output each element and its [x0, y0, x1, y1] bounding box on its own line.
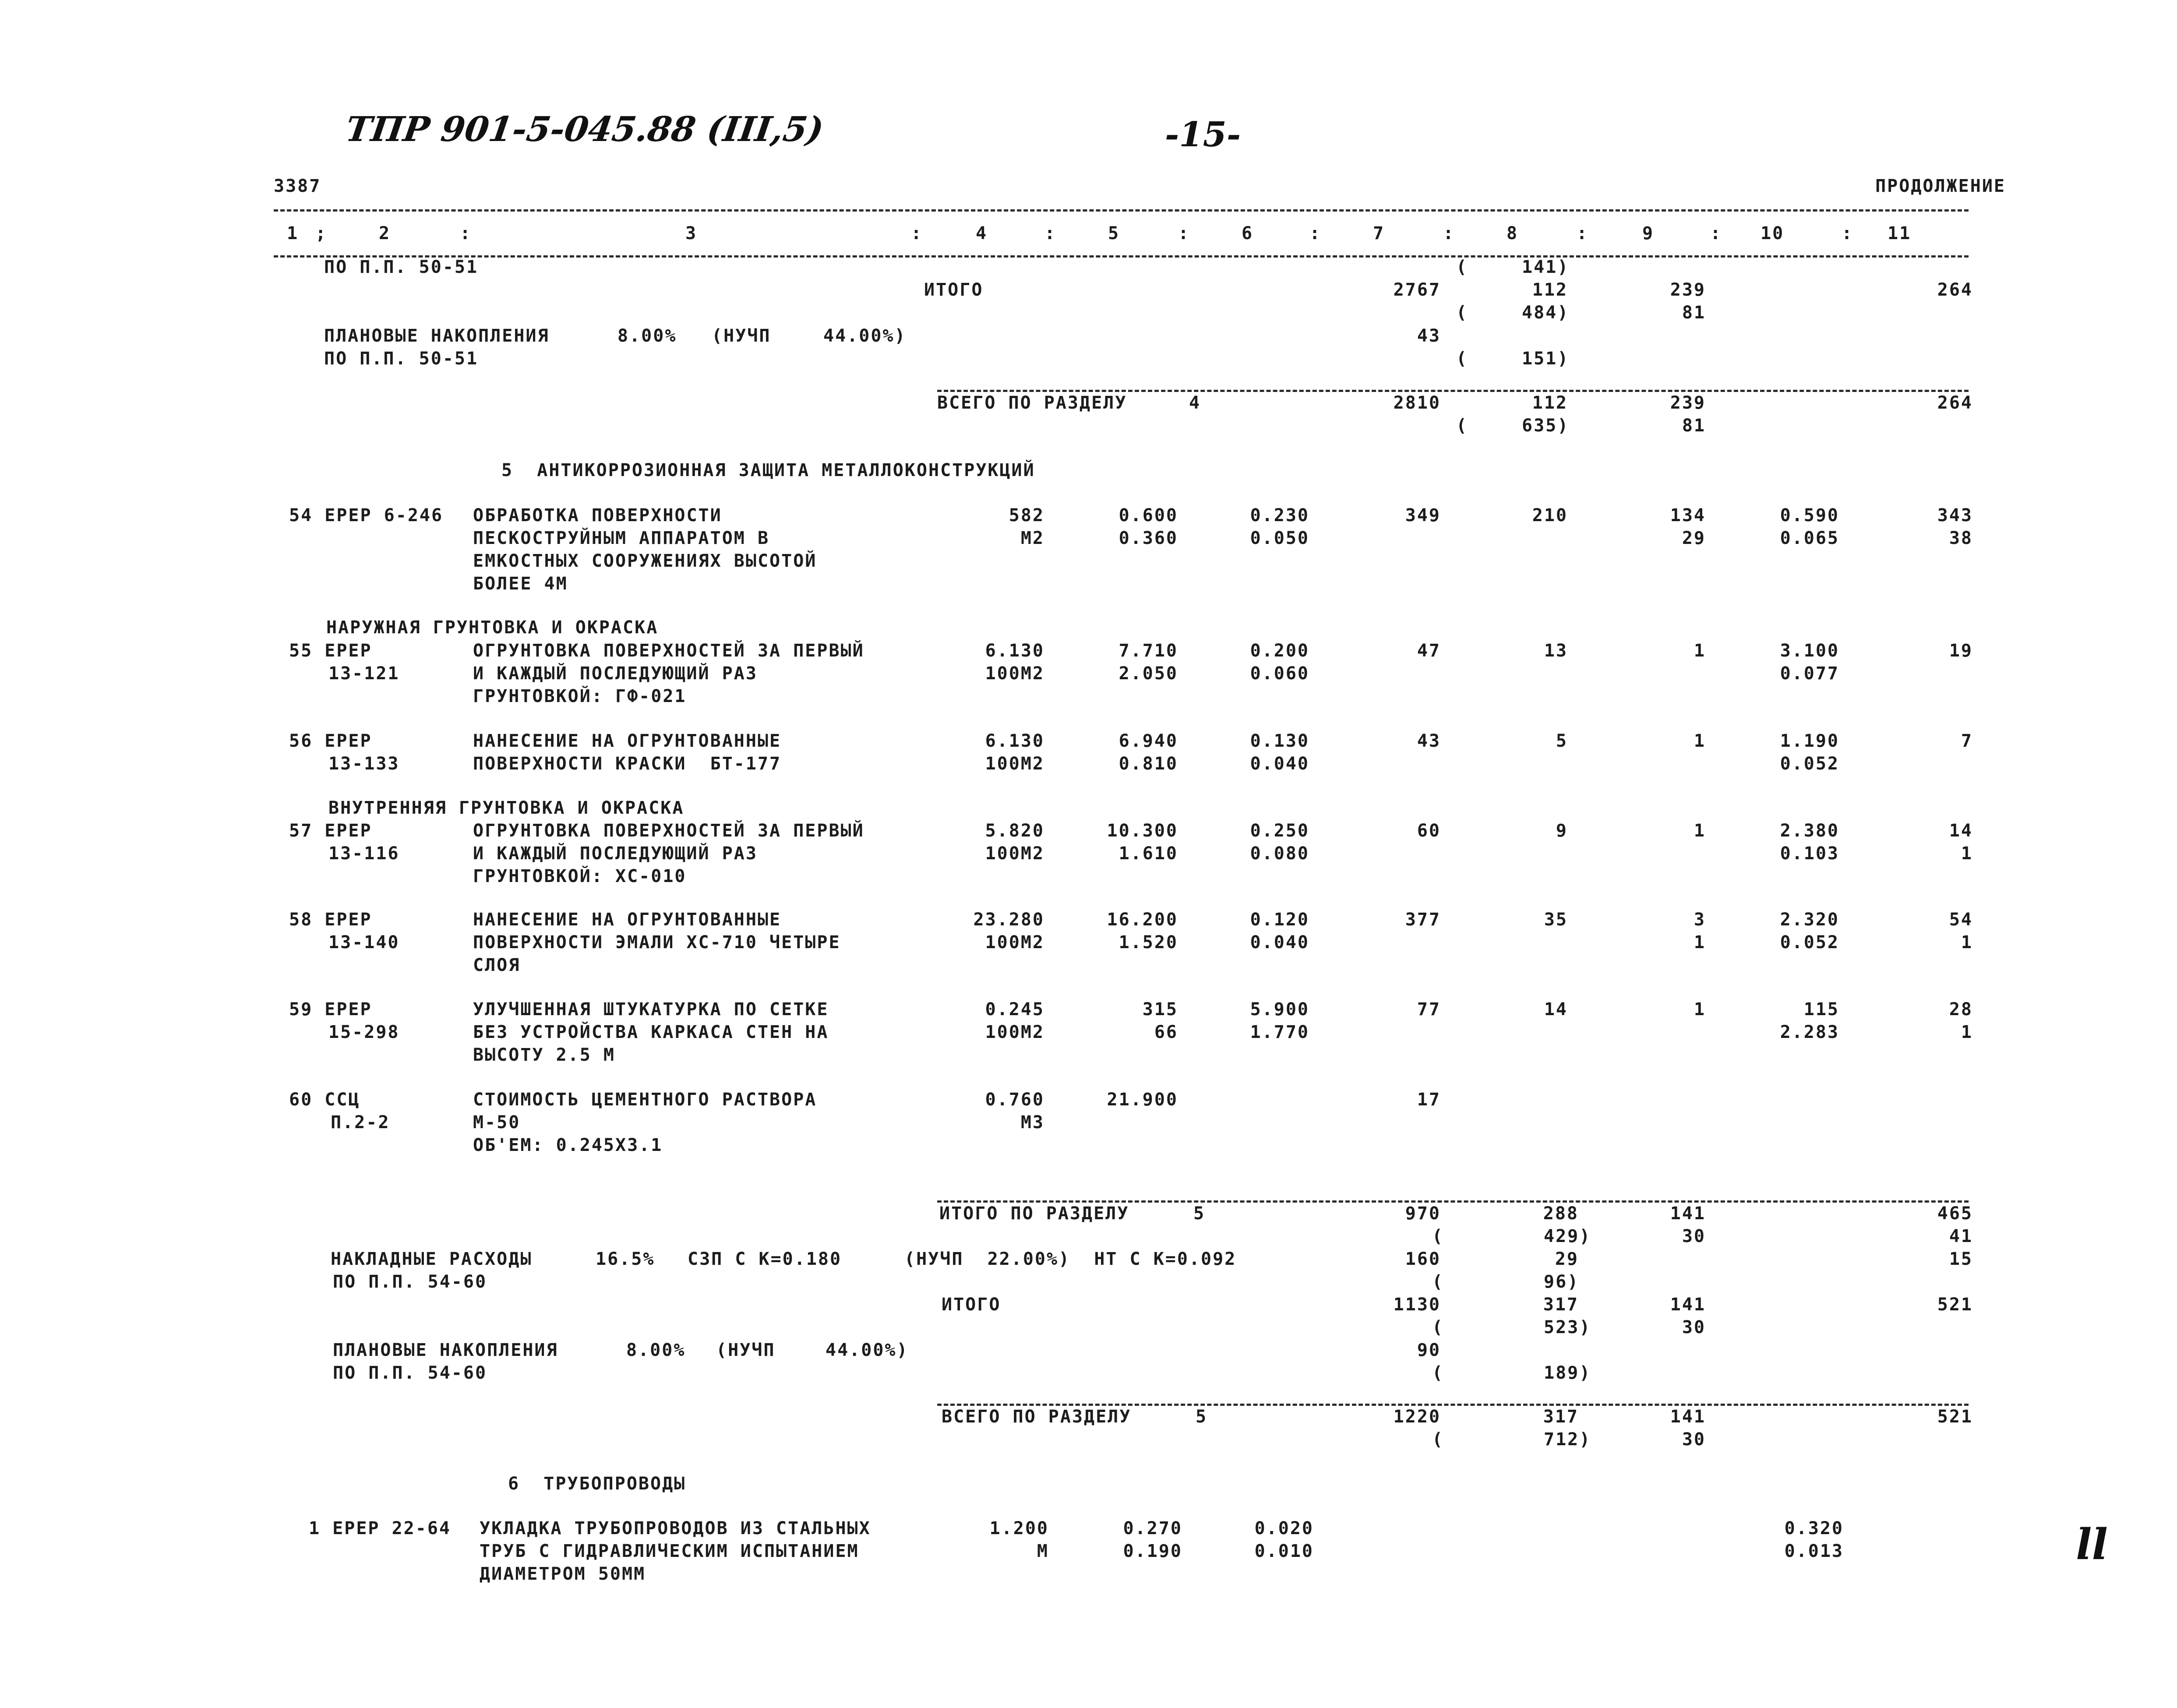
table-cell: 151) — [1522, 349, 1570, 369]
table-cell: 465 — [1937, 1203, 1973, 1224]
table-cell: 15 — [1949, 1249, 1973, 1269]
table-cell: ИТОГО ПО РАЗДЕЛУ — [939, 1203, 1129, 1224]
table-cell: СТОИМОСТЬ ЦЕМЕНТНОГО РАСТВОРА — [473, 1090, 817, 1110]
table-cell: 1 ЕРЕР 22-64 — [309, 1518, 451, 1539]
table-cell: ВНУТРЕННЯЯ ГРУНТОВКА И ОКРАСКА — [328, 798, 685, 818]
table-cell: 0.600 — [1118, 505, 1178, 526]
table-cell: 13 — [1544, 641, 1568, 661]
table-cell: 115 — [1803, 999, 1839, 1020]
table-cell: 100М2 — [985, 663, 1044, 684]
table-cell: 30 — [1682, 1429, 1706, 1450]
table-cell: 1 — [1961, 1022, 1973, 1042]
table-cell: 1 — [1694, 821, 1706, 841]
table-cell: 14 — [1544, 999, 1568, 1020]
table-cell: БЕЗ УСТРОЙСТВА КАРКАСА СТЕН НА — [473, 1022, 829, 1042]
col-sep: : — [1044, 223, 1057, 243]
table-cell: 1.770 — [1250, 1022, 1309, 1042]
table-cell: ( — [1456, 416, 1468, 436]
table-cell: 349 — [1405, 505, 1441, 526]
table-cell: 0.270 — [1123, 1518, 1182, 1539]
table-cell: 521 — [1937, 1295, 1973, 1315]
table-cell: 8.00% — [626, 1340, 686, 1360]
table-cell: 100М2 — [985, 754, 1044, 774]
table-cell: 21.900 — [1107, 1090, 1178, 1110]
col-11-header: 11 — [1888, 223, 1912, 243]
table-cell: 317 — [1543, 1407, 1579, 1427]
table-cell: 0.230 — [1250, 505, 1309, 526]
table-cell: 0.250 — [1250, 821, 1309, 841]
col-2-header: 2 — [379, 223, 391, 243]
table-cell: ОГРУНТОВКА ПОВЕРХНОСТЕЙ ЗА ПЕРВЫЙ — [473, 641, 864, 661]
table-cell: 1 — [1694, 641, 1706, 661]
col-4-header: 4 — [976, 223, 988, 243]
table-cell: М3 — [1020, 1112, 1044, 1133]
table-cell: ВЫСОТУ 2.5 М — [473, 1045, 615, 1065]
table-cell: ПОВЕРХНОСТИ КРАСКИ БТ-177 — [473, 754, 782, 774]
col-sep: : — [1443, 223, 1455, 243]
table-cell: 54 — [1949, 910, 1973, 930]
table-cell: УКЛАДКА ТРУБОПРОВОДОВ ИЗ СТАЛЬНЫХ — [480, 1518, 871, 1539]
table-cell: 14 — [1949, 821, 1973, 841]
table-cell: 30 — [1682, 1226, 1706, 1246]
table-cell: 0.190 — [1123, 1541, 1182, 1561]
table-cell: 5.820 — [985, 821, 1044, 841]
table-cell: ( — [1432, 1363, 1444, 1383]
table-cell: 54 ЕРЕР 6-246 — [289, 505, 444, 526]
table-cell: 5 — [1196, 1407, 1208, 1427]
table-cell: 38 — [1949, 528, 1973, 548]
table-cell: 141 — [1670, 1295, 1706, 1315]
table-cell: 582 — [1009, 505, 1044, 526]
table-cell: 317 — [1543, 1295, 1579, 1315]
table-cell: НАНЕСЕНИЕ НА ОГРУНТОВАННЫЕ — [473, 731, 782, 751]
table-cell: 6.940 — [1118, 731, 1178, 751]
table-cell: И КАЖДЫЙ ПОСЛЕДУЮЩИЙ РАЗ — [473, 663, 758, 684]
header-rule-bottom — [274, 255, 1969, 258]
table-cell: 29 — [1682, 528, 1706, 548]
table-cell: 377 — [1405, 910, 1441, 930]
table-cell: ВСЕГО ПО РАЗДЕЛУ — [942, 1407, 1132, 1427]
table-cell: 3 — [1694, 910, 1706, 930]
table-cell: 44.00%) — [823, 326, 907, 346]
table-cell: 0.760 — [985, 1090, 1044, 1110]
col-sep: : — [1178, 223, 1190, 243]
col-9-header: 9 — [1642, 223, 1655, 243]
table-cell: 141 — [1670, 1407, 1706, 1427]
table-cell: 523) — [1544, 1317, 1591, 1337]
table-cell: 141) — [1522, 257, 1570, 277]
table-cell: 57 ЕРЕР — [289, 821, 372, 841]
table-cell: 35 — [1544, 910, 1568, 930]
table-cell: ПЛАНОВЫЕ НАКОПЛЕНИЯ — [324, 326, 550, 346]
table-cell: 59 ЕРЕР — [289, 999, 372, 1020]
table-cell: 19 — [1949, 641, 1973, 661]
table-cell: 1 — [1694, 999, 1706, 1020]
table-cell: 0.040 — [1250, 754, 1309, 774]
table-cell: 112 — [1532, 393, 1568, 413]
table-cell: 0.360 — [1118, 528, 1178, 548]
signature-mark: ll — [2076, 1520, 2108, 1569]
col-sep: : — [911, 223, 923, 243]
sheet-code: 3387 — [274, 176, 321, 196]
table-cell: М2 — [1020, 528, 1044, 548]
table-cell: 2767 — [1393, 280, 1441, 300]
table-cell: ПО П.П. 50-51 — [324, 349, 479, 369]
col-sep: : — [1577, 223, 1589, 243]
table-cell: ПО П.П. 50-51 — [324, 257, 479, 277]
table-cell: ДИАМЕТРОМ 50ММ — [480, 1564, 646, 1584]
page-number: -15- — [1165, 115, 1241, 155]
table-cell: 0.200 — [1250, 641, 1309, 661]
table-cell: 0.080 — [1250, 843, 1309, 864]
table-cell: 0.050 — [1250, 528, 1309, 548]
table-cell: 13-133 — [328, 754, 400, 774]
table-cell: М — [1037, 1541, 1049, 1561]
table-cell: 0.052 — [1780, 754, 1839, 774]
table-cell: 0.060 — [1250, 663, 1309, 684]
table-cell: ( — [1456, 257, 1468, 277]
col-5-header: 5 — [1108, 223, 1120, 243]
table-cell: 6.130 — [985, 641, 1044, 661]
table-cell: 43 — [1417, 326, 1441, 346]
table-cell: ( — [1432, 1317, 1444, 1337]
table-cell: ( — [1456, 303, 1468, 323]
table-cell: ГРУНТОВКОЙ: ГФ-021 — [473, 686, 687, 706]
table-cell: 264 — [1937, 280, 1973, 300]
table-cell: 81 — [1682, 303, 1706, 323]
table-cell: 4 — [1189, 393, 1201, 413]
table-cell: 288 — [1543, 1203, 1579, 1224]
table-cell: ПЛАНОВЫЕ НАКОПЛЕНИЯ — [333, 1340, 558, 1360]
table-cell: 77 — [1417, 999, 1441, 1020]
table-cell: ОБ'ЕМ: 0.245Х3.1 — [473, 1135, 663, 1155]
table-cell: 2810 — [1393, 393, 1441, 413]
table-cell: 1.190 — [1780, 731, 1839, 751]
table-cell: 1130 — [1393, 1295, 1441, 1315]
table-cell: 16.200 — [1107, 910, 1178, 930]
col-sep: ; — [315, 223, 328, 243]
table-cell: 9 — [1556, 821, 1568, 841]
table-cell: НАРУЖНАЯ ГРУНТОВКА И ОКРАСКА — [326, 618, 659, 638]
table-cell: УЛУЧШЕННАЯ ШТУКАТУРКА ПО СЕТКЕ — [473, 999, 829, 1020]
table-cell: 6 ТРУБОПРОВОДЫ — [508, 1474, 686, 1494]
table-cell: 60 ССЦ — [289, 1090, 360, 1110]
col-6-header: 6 — [1242, 223, 1254, 243]
table-cell: 112 — [1532, 280, 1568, 300]
table-cell: 712) — [1544, 1429, 1591, 1450]
table-cell: 0.010 — [1254, 1541, 1314, 1561]
table-cell: 5 — [1556, 731, 1568, 751]
table-cell: 13-121 — [328, 663, 400, 684]
table-cell: 56 ЕРЕР — [289, 731, 372, 751]
table-cell: 47 — [1417, 641, 1441, 661]
table-cell: 1.520 — [1118, 932, 1178, 953]
table-cell: 0.052 — [1780, 932, 1839, 953]
table-cell: 134 — [1670, 505, 1706, 526]
col-1-header: 1 — [287, 223, 299, 243]
table-cell: 16.5% — [596, 1249, 655, 1269]
table-cell: НАНЕСЕНИЕ НА ОГРУНТОВАННЫЕ — [473, 910, 782, 930]
table-cell: ПО П.П. 54-60 — [333, 1363, 487, 1383]
table-cell: 2.320 — [1780, 910, 1839, 930]
table-cell: ( — [1432, 1226, 1444, 1246]
table-cell: 6.130 — [985, 731, 1044, 751]
table-cell: 5.900 — [1250, 999, 1309, 1020]
table-cell: 81 — [1682, 416, 1706, 436]
table-cell: 7 — [1961, 731, 1973, 751]
table-cell: 141 — [1670, 1203, 1706, 1224]
table-cell: 0.120 — [1250, 910, 1309, 930]
table-cell: 7.710 — [1118, 641, 1178, 661]
table-cell: 1.610 — [1118, 843, 1178, 864]
col-8-header: 8 — [1507, 223, 1519, 243]
col-3-header: 3 — [685, 223, 698, 243]
table-cell: 100М2 — [985, 843, 1044, 864]
table-cell: 239 — [1670, 280, 1706, 300]
table-cell: 429) — [1544, 1226, 1591, 1246]
col-sep: : — [1710, 223, 1722, 243]
table-cell: 239 — [1670, 393, 1706, 413]
table-cell: 0.245 — [985, 999, 1044, 1020]
table-cell: 90 — [1417, 1340, 1441, 1360]
table-cell: 10.300 — [1107, 821, 1178, 841]
table-cell: 3.100 — [1780, 641, 1839, 661]
table-cell: 970 — [1405, 1203, 1441, 1224]
col-sep: : — [460, 223, 472, 243]
table-cell: ИТОГО — [942, 1295, 1001, 1315]
table-cell: 315 — [1142, 999, 1178, 1020]
table-cell: НАКЛАДНЫЕ РАСХОДЫ — [331, 1249, 533, 1269]
table-cell: ПЕСКОСТРУЙНЫМ АППАРАТОМ В — [473, 528, 770, 548]
table-cell: ( — [1456, 349, 1468, 369]
table-cell: 0.130 — [1250, 731, 1309, 751]
table-cell: 0.013 — [1784, 1541, 1844, 1561]
table-cell: 96) — [1544, 1272, 1580, 1292]
table-cell: 41 — [1949, 1226, 1973, 1246]
table-cell: И КАЖДЫЙ ПОСЛЕДУЮЩИЙ РАЗ — [473, 843, 758, 864]
table-cell: ПОВЕРХНОСТИ ЭМАЛИ ХС-710 ЧЕТЫРЕ — [473, 932, 841, 953]
table-cell: 1 — [1694, 731, 1706, 751]
table-cell: 44.00%) — [826, 1340, 909, 1360]
table-cell: 2.050 — [1118, 663, 1178, 684]
table-cell: 210 — [1532, 505, 1568, 526]
table-cell: 13-140 — [328, 932, 400, 953]
table-cell: 0.103 — [1780, 843, 1839, 864]
table-cell: 1.200 — [989, 1518, 1049, 1539]
table-cell: 5 АНТИКОРРОЗИОННАЯ ЗАЩИТА МЕТАЛЛОКОНСТРУКЦИЙ — [501, 460, 1035, 480]
table-cell: (НУЧП — [716, 1340, 776, 1360]
table-cell: БОЛЕЕ 4М — [473, 574, 568, 594]
table-cell: 13-116 — [328, 843, 400, 864]
col-7-header: 7 — [1373, 223, 1385, 243]
table-cell: 635) — [1522, 416, 1570, 436]
table-cell: 2.283 — [1780, 1022, 1839, 1042]
table-cell: (НУЧП — [712, 326, 771, 346]
table-cell: П.2-2 — [331, 1112, 390, 1133]
table-cell: 0.065 — [1780, 528, 1839, 548]
col-sep: : — [1309, 223, 1322, 243]
table-cell: 60 — [1417, 821, 1441, 841]
table-cell: 264 — [1937, 393, 1973, 413]
table-cell: 29 — [1555, 1249, 1579, 1269]
table-cell: 0.590 — [1780, 505, 1839, 526]
table-cell: 1220 — [1393, 1407, 1441, 1427]
table-cell: 0.077 — [1780, 663, 1839, 684]
table-cell: 0.020 — [1254, 1518, 1314, 1539]
table-cell: 8.00% — [617, 326, 677, 346]
table-cell: 2.380 — [1780, 821, 1839, 841]
table-cell: 58 ЕРЕР — [289, 910, 372, 930]
table-cell: 521 — [1937, 1407, 1973, 1427]
table-cell: 0.320 — [1784, 1518, 1844, 1539]
table-cell: 23.280 — [973, 910, 1044, 930]
table-cell: 15-298 — [328, 1022, 400, 1042]
table-cell: 0.810 — [1118, 754, 1178, 774]
table-cell: 66 — [1154, 1022, 1178, 1042]
table-cell: ВСЕГО ПО РАЗДЕЛУ — [937, 393, 1127, 413]
table-cell: ТРУБ С ГИДРАВЛИЧЕСКИМ ИСПЫТАНИЕМ — [480, 1541, 859, 1561]
table-cell: 1 — [1961, 843, 1973, 864]
table-cell: ОБРАБОТКА ПОВЕРХНОСТИ — [473, 505, 722, 526]
table-cell: ГРУНТОВКОЙ: ХС-010 — [473, 866, 687, 886]
table-cell: ( — [1432, 1272, 1444, 1292]
table-cell: ЕМКОСТНЫХ СООРУЖЕНИЯХ ВЫСОТОЙ — [473, 551, 817, 571]
table-cell: 17 — [1417, 1090, 1441, 1110]
table-cell: (НУЧП 22.00%) НТ С К=0.092 — [904, 1249, 1237, 1269]
table-cell: ( — [1432, 1429, 1444, 1450]
table-cell: 5 — [1193, 1203, 1206, 1224]
table-cell: ИТОГО — [924, 280, 984, 300]
table-cell: 189) — [1544, 1363, 1591, 1383]
table-cell: 1 — [1961, 932, 1973, 953]
table-cell: 30 — [1682, 1317, 1706, 1337]
continuation-label: ПРОДОЛЖЕНИЕ — [1875, 176, 2006, 196]
table-cell: 1 — [1694, 932, 1706, 953]
table-cell: СЛОЯ — [473, 955, 521, 975]
table-cell: 43 — [1417, 731, 1441, 751]
table-cell: 55 ЕРЕР — [289, 641, 372, 661]
table-cell: СЗП С К=0.180 — [688, 1249, 842, 1269]
table-cell: 343 — [1937, 505, 1973, 526]
table-cell: 160 — [1405, 1249, 1441, 1269]
table-cell: 28 — [1949, 999, 1973, 1020]
table-cell: ОГРУНТОВКА ПОВЕРХНОСТЕЙ ЗА ПЕРВЫЙ — [473, 821, 864, 841]
table-cell: 0.040 — [1250, 932, 1309, 953]
table-cell: ПО П.П. 54-60 — [333, 1272, 487, 1292]
table-cell: 100М2 — [985, 1022, 1044, 1042]
col-sep: : — [1842, 223, 1854, 243]
table-cell: 484) — [1522, 303, 1570, 323]
table-cell: 100М2 — [985, 932, 1044, 953]
document-code: ТПР 901-5-045.88 (III,5) — [343, 109, 826, 149]
table-cell: М-50 — [473, 1112, 521, 1133]
col-10-header: 10 — [1761, 223, 1785, 243]
header-rule-top — [274, 209, 1969, 212]
